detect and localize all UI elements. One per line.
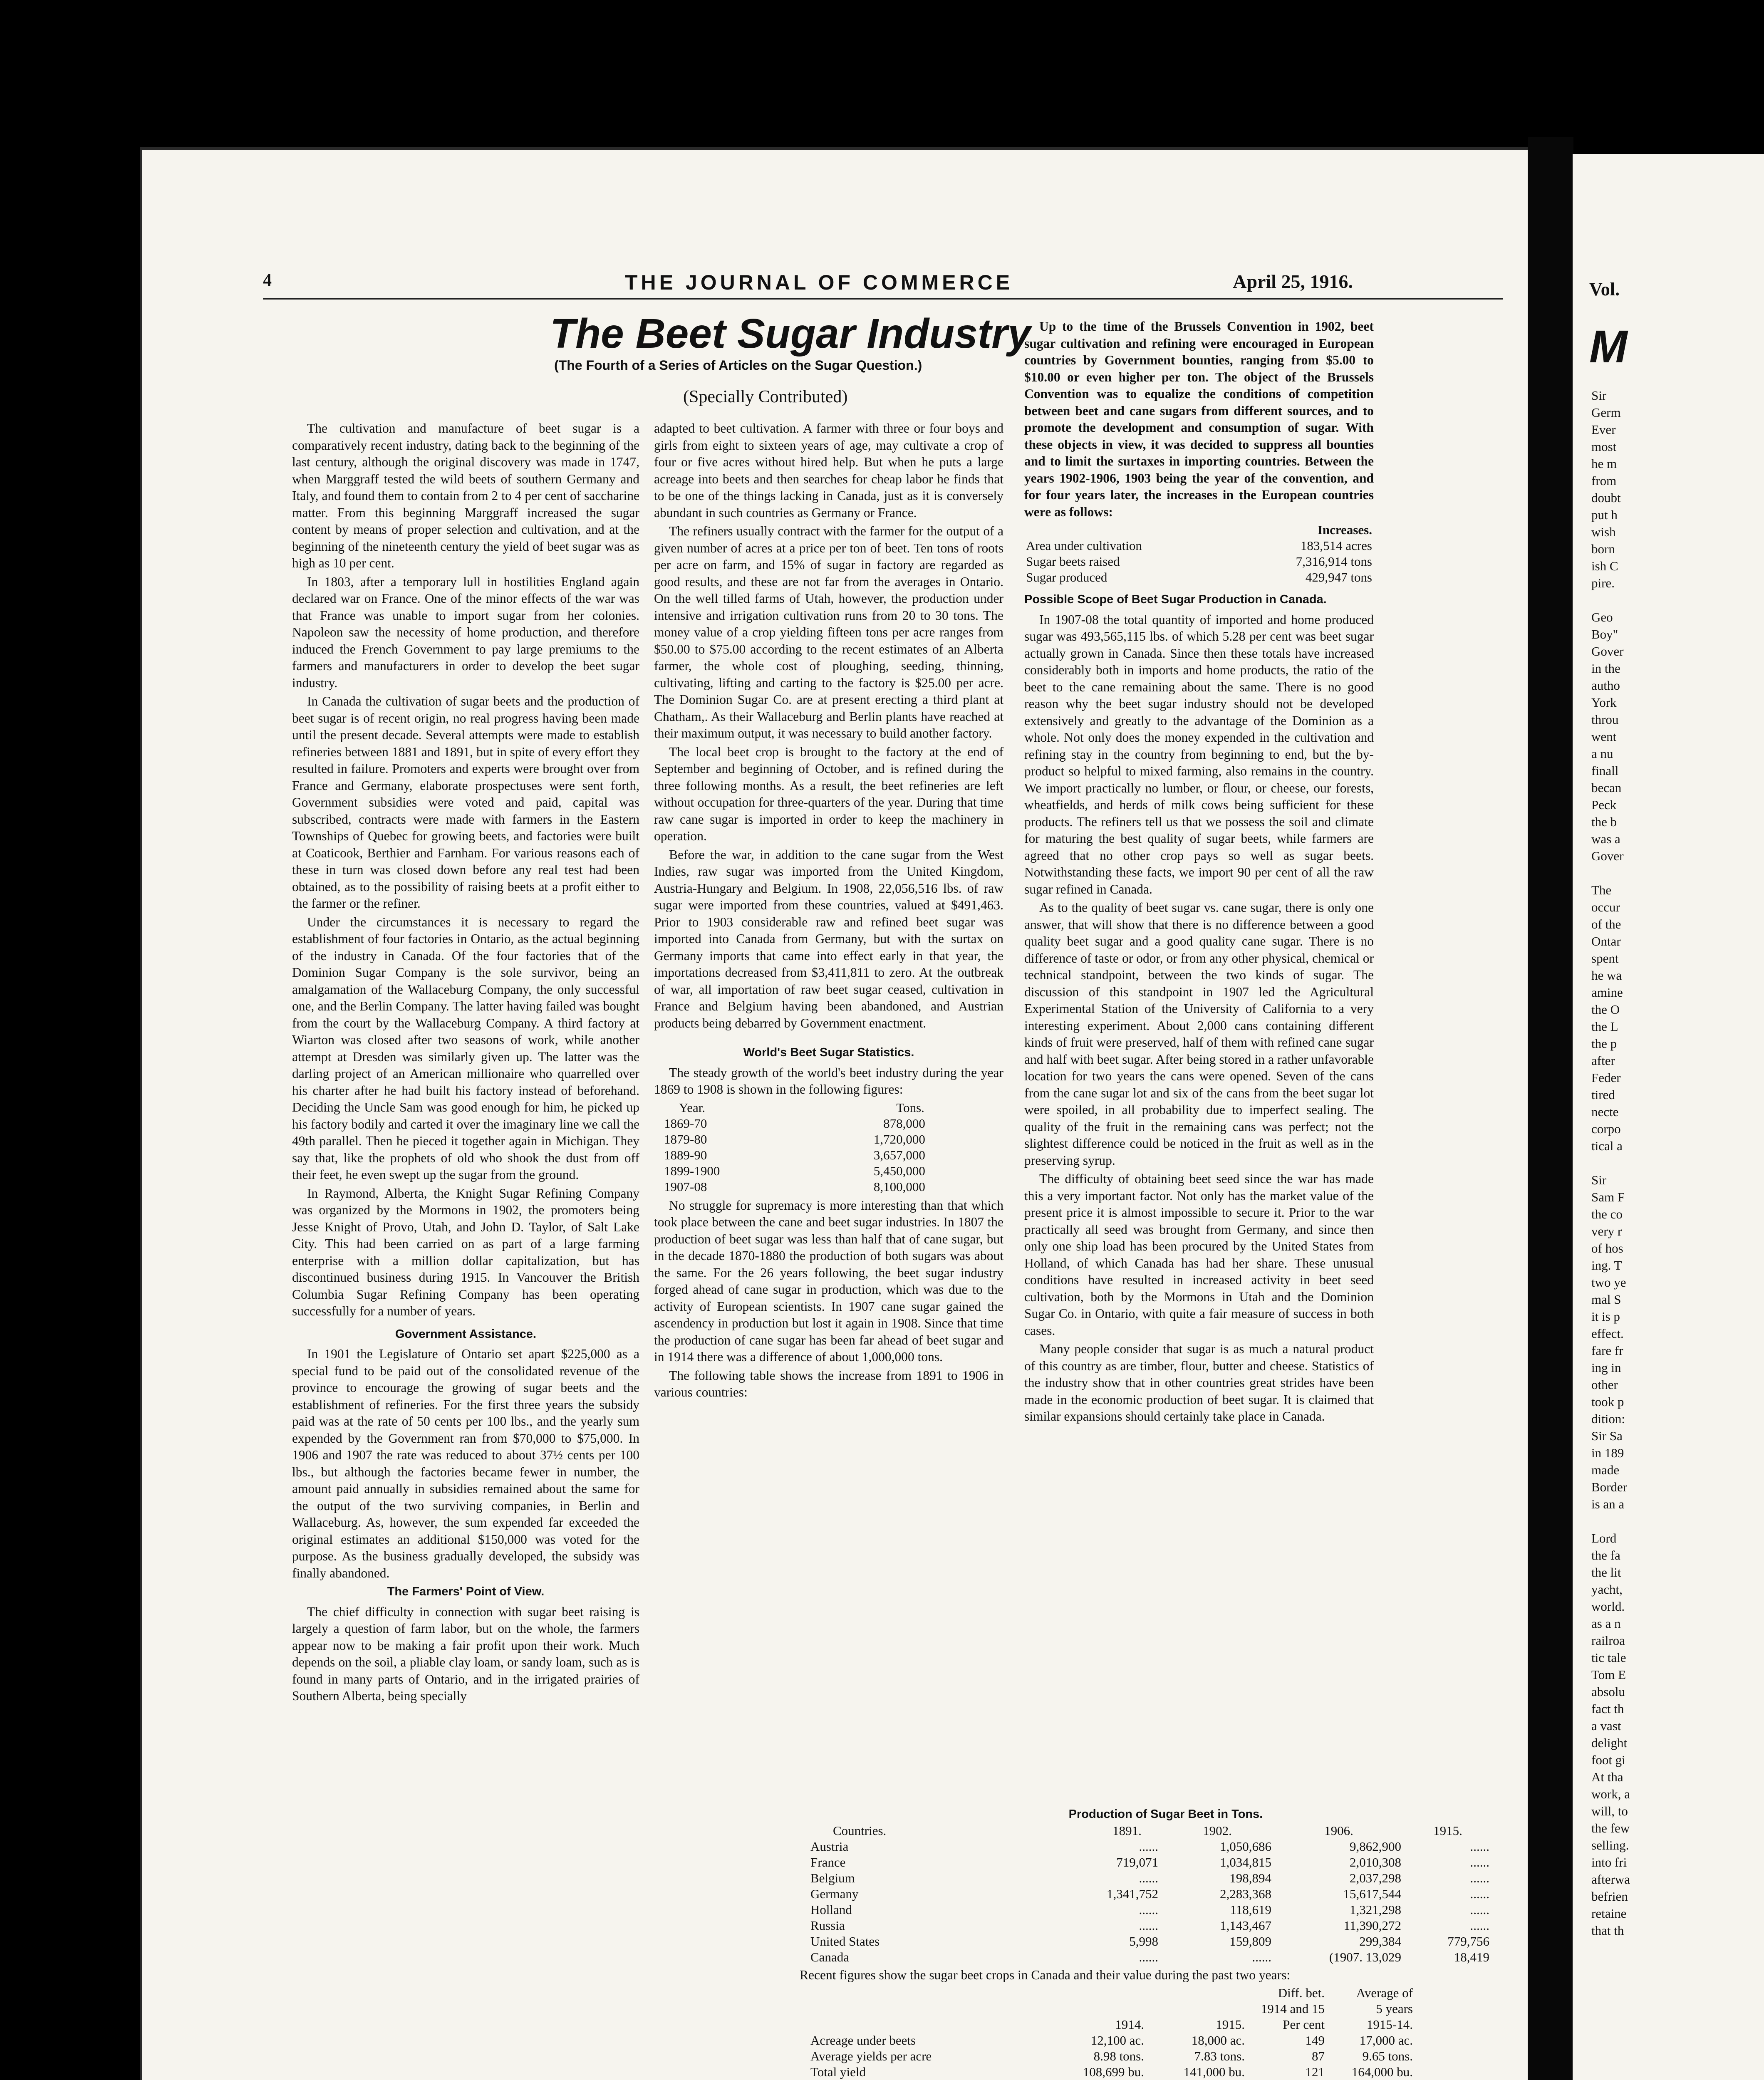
production-table <box>808 1823 1492 1965</box>
table-header-row <box>662 1100 927 1116</box>
table-cell: ...... <box>1470 1855 1489 1870</box>
facing-page-line: the L <box>1591 1019 1618 1034</box>
table-cell: 8,100,000 <box>873 1179 925 1194</box>
facing-page-line: autho <box>1591 678 1620 693</box>
table-row <box>808 1839 1492 1855</box>
facing-page-line: yacht, <box>1591 1582 1623 1597</box>
table-cell: 183,514 acres <box>1300 538 1372 553</box>
facing-page-line: dition: <box>1591 1411 1625 1426</box>
paragraph: In 1901 the Legislature of Ontario set apart $225,000 as a special fund to be paid out of the consolidated revenue of the province to encourage the growing of sugar beets and the establishment of refineries. For the first three years the subsidy paid was at the rate of 50 cents per 100 lbs., and the yearly sum expended by the Government ran from $70,000 to $75,000. In 1906 and 1907 the rate was reduced to about 37½ cents per 100 lbs., but although the factories became fewer in number, the amount paid annually in subsidies remained about the same for the output of the two surviving companies, in Berlin and Wallaceburg. As, however, the sum expended far exceeded the original estimates an additional $150,000 was voted for the purpose. As the business gradually developed, the subsidy was finally abandoned. <box>292 1347 639 1580</box>
table-cell: 1899-1900 <box>664 1163 720 1178</box>
table-cell: 3,657,000 <box>873 1147 925 1162</box>
table-row <box>808 1855 1492 1870</box>
paragraph: As to the quality of beet sugar vs. cane sugar, there is only one answer, that will show that there is no difference between a good quality beet sugar and a good quality cane sugar. There is no difference of taste or odor, or from any other physical, chemical or technical standpoint, between the two kinds of sugar. The discussion of this standpoint in 1907 led the Agricultural Experimental Station of the University of California to a very interesting experiment. About 2,000 cans containing different kinds of fruit were preserved, half of them with refined cane sugar and half with beet sugar. After being stored in a rather unfavorable location for two years the cans were opened. Seven of the cans from the cane sugar lot and six of the cans from the beet sugar lot were spoiled, in all probability due to imperfect sealing. The quality of the fruit in the remaining cans was perfect; not the slightest difference could be noticed in the fruit as well as in the preserving syrup. <box>1024 900 1374 1168</box>
facing-page <box>1573 154 1764 2080</box>
table-cell: 1889-90 <box>664 1147 707 1162</box>
table-row <box>662 1132 927 1147</box>
table-cell: 159,809 <box>1229 1934 1271 1949</box>
production-section <box>800 1808 1532 2080</box>
facing-page-line: took p <box>1591 1394 1624 1409</box>
facing-page-line: ish C <box>1591 559 1618 573</box>
table-cell: ...... <box>1470 1839 1489 1854</box>
facing-page-line: Gover <box>1591 644 1624 659</box>
table-header: 1915. <box>1216 2017 1245 2032</box>
facing-page-line: in the <box>1591 661 1620 676</box>
paragraph: The following table shows the increase from 1891 to 1906 in various countries: <box>654 1368 1003 1399</box>
facing-page-line: the p <box>1591 1036 1617 1051</box>
facing-page-line: ing in <box>1591 1360 1621 1375</box>
table-cell: 5,998 <box>1129 1934 1158 1949</box>
facing-page-line: Border <box>1591 1480 1628 1494</box>
recent-figures-table <box>808 1985 1415 2080</box>
table-cell: Germany <box>810 1887 859 1901</box>
facing-page-line: that th <box>1591 1923 1624 1938</box>
table-cell: ...... <box>1470 1918 1489 1933</box>
recent-figures-intro: Recent figures show the sugar beet crops in Canada and their value during the past two years: <box>800 1968 1291 1982</box>
facing-page-line: railroa <box>1591 1633 1625 1648</box>
table-cell: 17,000 ac. <box>1359 2033 1413 2048</box>
facing-page-line: he m <box>1591 456 1617 471</box>
facing-page-line: befrien <box>1591 1889 1628 1904</box>
table-cell: Acreage under beets <box>810 2033 916 2048</box>
paragraph: Before the war, in addition to the cane sugar from the West Indies, raw sugar was imported from the United Kingdom, Austria-Hungary and Belgium. In 1908, 22,056,516 lbs. of raw sugar were imported from these countries, valued at $491,463. Prior to 1903 considerable raw and refined beet sugar was imported into Canada from Germany, but with the surtax on Germany imports that came into effect early in that year, the importations decreased from $3,411,811 to zero. At the outbreak of war, all importation of raw beet sugar ceased, cultivation in France and Belgium having been abandoned, and Austrian products being debarred by Government enactment. <box>654 847 1003 1030</box>
facing-page-line: a nu <box>1591 746 1613 761</box>
table-cell: ...... <box>1139 1839 1158 1854</box>
table-cell: France <box>810 1855 846 1870</box>
facing-page-line: becan <box>1591 780 1622 795</box>
table-cell: 141,000 bu. <box>1183 2065 1245 2079</box>
facing-page-line: born <box>1591 542 1615 556</box>
issue-date: April 25, 1916. <box>1233 271 1353 292</box>
table-row <box>1024 570 1374 585</box>
table-cell: 1,720,000 <box>873 1132 925 1146</box>
paragraph: In 1907-08 the total quantity of imported and home produced sugar was 493,565,115 lbs. of which 5.28 per cent was beet sugar actually grown in Canada. Since then these totals have increased considerably both in imports and home products, the ratio of the beet to the cane remaining about the same. There is no good reason why the beet sugar industry should not be developed extensively and greatly to the advantage of the Dominion as a whole. Not only does the money expended in the cultivation and refining stay in the country from beginning to end, but the by-product so helpful to mixed farming, also remains in the country. We import practically no lumber, or flour, or cheese, our forests, wheatfields, and herds of milk cows being sufficient for these products. The refiners tell us that we possess the soil and climate for maturing the best quality of sugar beets, while farmers are agreed that no other crop pays so well as sugar beets. Notwithstanding these facts, we import 90 per cent of all the raw sugar refined in Canada. <box>1024 612 1374 896</box>
table-cell: Sugar produced <box>1026 570 1107 584</box>
facing-page-line <box>1591 592 1641 609</box>
header-rule <box>263 298 1503 300</box>
facing-page-line: tical a <box>1591 1139 1623 1153</box>
table-header-row <box>808 2017 1415 2033</box>
table-cell: 12,100 ac. <box>1090 2033 1144 2048</box>
table-row <box>808 1870 1492 1886</box>
facing-page-line: Sam F <box>1591 1190 1625 1204</box>
paragraph: In Canada the cultivation of sugar beets and the production of beet sugar is of recent origin, no real progress having been made until the present decade. Several attempts were made to establish refineries between 1881 and 1891, but in spite of every effort they resulted in failure. Promoters and experts were brought over from France and Germany, elaborate prospectuses were sent forth, Government subsidies were voted and paid, capital was subscribed, contracts were made with farmers in the Eastern Townships of Quebec for growing beets, and factories were built at Coaticook, Berthier and Farnham. For various reasons each of these in turn was closed down before any real test had been obtained, as to the possibility of raising beets at a profit either to the farmer or the refiner. <box>292 694 639 911</box>
table-row <box>808 1949 1492 1965</box>
table-title: Production of Sugar Beet in Tons. <box>1068 1808 1263 1821</box>
table-cell: 164,000 bu. <box>1351 2065 1413 2079</box>
facing-page-line: retaine <box>1591 1906 1627 1921</box>
facing-page-line: very r <box>1591 1224 1622 1238</box>
table-row <box>808 2048 1415 2064</box>
table-cell: 15,617,544 <box>1343 1887 1401 1901</box>
facing-page-line: will, to <box>1591 1804 1628 1818</box>
newspaper-page <box>142 150 1569 2080</box>
table-cell: ...... <box>1139 1950 1158 1964</box>
section-heading: Possible Scope of Beet Sugar Production in Canada. <box>1024 593 1327 606</box>
facing-page-line: put h <box>1591 508 1618 522</box>
facing-page-title-fragment: M <box>1589 321 1628 372</box>
paper-name: THE JOURNAL OF COMMERCE <box>625 271 1013 294</box>
table-cell: Holland <box>810 1902 852 1917</box>
table-cell: Russia <box>810 1918 845 1933</box>
table-cell: 8.98 tons. <box>1093 2049 1144 2063</box>
facing-page-line: other <box>1591 1377 1618 1392</box>
facing-page-line: fare fr <box>1591 1343 1623 1358</box>
table-row <box>1024 538 1374 554</box>
facing-page-line: made <box>1591 1463 1620 1477</box>
facing-page-line: tic tale <box>1591 1650 1626 1665</box>
paragraph: The steady growth of the world's beet industry during the year 1869 to 1908 is shown in the following figures: <box>654 1065 1003 1097</box>
table-cell: 1,034,815 <box>1220 1855 1271 1870</box>
book-spine <box>1528 137 1573 2080</box>
table-header: Tons. <box>896 1100 924 1115</box>
table-cell: ...... <box>1470 1887 1489 1901</box>
paragraph: No struggle for supremacy is more interesting than that which took place between the cane and beet sugar industries. In 1807 the production of beet sugar was less than half that of cane sugar, but in the decade 1870-1880 the production of both sugars was about the same. For the 26 years following, the beet sugar industry forged ahead of cane sugar in production, which was due to the activity of European scientists. In 1907 cane sugar gained the ascendency in production but lost it again in 1908. Since that time the production of cane sugar has been far ahead of beet sugar and in 1914 there was a difference of about 1,000,000 tons. <box>654 1198 1003 1364</box>
facing-page-line <box>1591 864 1641 882</box>
table-row <box>808 2033 1415 2048</box>
table-cell: 1,050,686 <box>1220 1839 1271 1854</box>
table-cell: 1879-80 <box>664 1132 707 1146</box>
section-heading: World's Beet Sugar Statistics. <box>743 1046 914 1059</box>
table-cell: 1907-08 <box>664 1179 707 1194</box>
table-cell: 2,010,308 <box>1350 1855 1401 1870</box>
article-title: The Beet Sugar Industry <box>550 310 1031 357</box>
facing-page-line: Geo <box>1591 610 1613 624</box>
facing-page-line: most <box>1591 439 1617 454</box>
facing-page-line: At tha <box>1591 1770 1623 1784</box>
facing-page-line: Ontar <box>1591 934 1621 948</box>
table-cell: 429,947 tons <box>1305 570 1372 584</box>
facing-page-line: amine <box>1591 985 1623 1000</box>
facing-page-line: two ye <box>1591 1275 1626 1290</box>
facing-page-text <box>1591 387 1641 1939</box>
table-header: 1914 and 15 <box>1261 2001 1325 2016</box>
table-header: Countries. <box>833 1823 887 1838</box>
table-cell: ...... <box>1139 1918 1158 1933</box>
table-cell: 7,316,914 tons <box>1296 554 1372 569</box>
paragraph: In Raymond, Alberta, the Knight Sugar Refining Company was organized by the Mormons in 1902, the promoters being Jesse Knight of Provo, Utah, and John D. Taylor, of Salt Lake City. This had been carried on as part of a large farming enterprise with a million dollar capitalization, but has discontinued business during 1915. In Vancouver the British Columbia Sugar Refining Company has been operating successfully for a number of years. <box>292 1186 639 1318</box>
table-header: Increases. <box>1317 522 1372 537</box>
table-cell: Canada <box>810 1950 849 1964</box>
facing-page-line: work, a <box>1591 1787 1630 1801</box>
table-cell: Average yields per acre <box>810 2049 932 2063</box>
table-header-row <box>808 2001 1415 2017</box>
table-cell: 87 <box>1312 2049 1325 2063</box>
table-cell: Belgium <box>810 1871 855 1885</box>
facing-page-line: the few <box>1591 1821 1630 1835</box>
table-cell: Area under cultivation <box>1026 538 1142 553</box>
table-header-row <box>808 1985 1415 2001</box>
facing-page-line: necte <box>1591 1104 1619 1119</box>
facing-page-line <box>1591 1154 1641 1171</box>
paragraph: The difficulty of obtaining beet seed since the war has made this a very important factor. Not only has the market value of the present price it is almost impossible to secure it. Prior to the war practically all seed was brought from Germany, and since then only one ship load has been procured by the United States from Holland, of which Canada has had her share. These unusual conditions have resulted in increased activity in beet seed cultivation, both by the Mormons in Utah and the Dominion Sugar Co. in Ontario, with quite a fair measure of success in both cases. <box>1024 1171 1374 1338</box>
table-cell: (1907. 13,029 <box>1329 1950 1401 1964</box>
facing-page-line: Germ <box>1591 405 1621 420</box>
table-header: 1915-14. <box>1366 2017 1413 2032</box>
facing-page-line: Sir <box>1591 1173 1607 1187</box>
paragraph: The chief difficulty in connection with sugar beet raising is largely a question of farm labor, but on the whole, the farmers appear now to be making a fair profit upon their work. Much depends on the soil, a pliable clay loam, or sandy loam, such as is found in many parts of Ontario, and in the irrigated prairies of Southern Alberta, being specially <box>292 1604 639 1703</box>
table-header-row <box>1024 522 1374 538</box>
facing-page-line: Boy" <box>1591 627 1618 641</box>
paragraph: Up to the time of the Brussels Convention in 1902, beet sugar cultivation and refining were encouraged in European countries by Government bounties, ranging from $5.00 to $10.00 or even higher per ton. The object of the Brussels Convention was to equalize the conditions of competition between beet and cane sugars from different sources, and to promote the development and consumption of sugar. With these objects in view, it was decided to suppress all bounties and to limit the surtaxes in importing countries. Between the years 1902-1906, 1903 being the year of the convention, and for four years later, the increases in the European countries were as follows: <box>1024 319 1374 519</box>
facing-page-line: occur <box>1591 900 1620 914</box>
facing-page-line: Feder <box>1591 1070 1621 1085</box>
table-cell: 878,000 <box>883 1116 925 1131</box>
facing-page-line: corpo <box>1591 1122 1621 1136</box>
facing-page-line: tired <box>1591 1087 1615 1102</box>
table-cell: 5,450,000 <box>873 1163 925 1178</box>
table-row <box>1024 554 1374 570</box>
table-header: Diff. bet. <box>1278 1986 1325 2000</box>
table-header: Average of <box>1356 1986 1413 2000</box>
facing-page-line: went <box>1591 729 1617 744</box>
facing-page-line <box>1591 1513 1641 1530</box>
table-cell: 121 <box>1305 2065 1325 2079</box>
table-cell: ...... <box>1139 1871 1158 1885</box>
facing-page-line: Ever <box>1591 422 1616 437</box>
table-header: 1906. <box>1324 1823 1353 1838</box>
facing-page-line: Tom E <box>1591 1667 1626 1682</box>
facing-page-line: from <box>1591 473 1617 488</box>
facing-page-line: he wa <box>1591 968 1622 983</box>
facing-page-line: fact th <box>1591 1701 1624 1716</box>
facing-page-line: throu <box>1591 712 1619 727</box>
table-cell: 149 <box>1305 2033 1325 2048</box>
facing-page-line: Lord <box>1591 1531 1617 1545</box>
column-3 <box>1024 318 1374 1427</box>
table-cell: 18,000 ac. <box>1191 2033 1245 2048</box>
facing-page-line: the lit <box>1591 1565 1621 1580</box>
facing-page-vol: Vol. <box>1589 279 1620 300</box>
facing-page-line: was a <box>1591 832 1620 846</box>
table-cell: Austria <box>810 1839 849 1854</box>
facing-page-line: the b <box>1591 815 1617 829</box>
table-cell: 11,390,272 <box>1343 1918 1401 1933</box>
world-stats-table <box>662 1100 927 1195</box>
paragraph: The cultivation and manufacture of beet sugar is a comparatively recent industry, dating back to the beginning of the last century, although the original discovery was made in 1747, when Marggraff tested the wild beets of southern Germany and Italy, and found them to contain from 2 to 4 per cent of saccharine matter. From this beginning Marggraff increased the sugar content by means of proper selection and cultivation, and at the beginning of the nineteenth century the yield of beet sugar was as high as 10 per cent. <box>292 421 639 570</box>
table-cell: Sugar beets raised <box>1026 554 1120 569</box>
table-cell: 9.65 tons. <box>1362 2049 1413 2063</box>
facing-page-line: of hos <box>1591 1241 1623 1255</box>
facing-page-line: the O <box>1591 1002 1620 1017</box>
page-header <box>142 270 1569 300</box>
paragraph: Many people consider that sugar is as much a natural product of this country as are timber, flour, butter and cheese. Statistics of the industry show that in other countries great strides have been made in the economic production of beet sugar. It is claimed that similar expansions should certainly take place in Canada. <box>1024 1342 1374 1424</box>
table-cell: 2,037,298 <box>1350 1871 1401 1885</box>
table-header: 5 years <box>1376 2001 1413 2016</box>
table-cell: 2,283,368 <box>1220 1887 1271 1901</box>
table-header: Year. <box>679 1100 706 1115</box>
table-cell: 1,321,298 <box>1350 1902 1401 1917</box>
table-cell: 7.83 tons. <box>1194 2049 1245 2063</box>
facing-page-line: foot gi <box>1591 1753 1625 1767</box>
table-cell: United States <box>810 1934 880 1949</box>
table-cell: 118,619 <box>1230 1902 1271 1917</box>
table-cell: 1,341,752 <box>1107 1887 1158 1901</box>
table-cell: 1869-70 <box>664 1116 707 1131</box>
page-number: 4 <box>263 271 272 290</box>
table-cell: 1,143,467 <box>1220 1918 1271 1933</box>
article-subtitle: (The Fourth of a Series of Articles on the Sugar Question.) <box>554 358 922 373</box>
column-1 <box>292 420 639 1706</box>
section-heading: The Farmers' Point of View. <box>387 1585 545 1598</box>
increases-table <box>1024 522 1374 585</box>
facing-page-line: Sir <box>1591 388 1607 403</box>
facing-page-line: ing. T <box>1591 1258 1622 1273</box>
paragraph: The refiners usually contract with the farmer for the output of a given number of acres at a price per ton of beet. Ten tons of roots per acre on farm, and 15% of sugar in factory are regarded as good results, and these are not far from the averages in Ontario. On the well tilled farms of Utah, however, the production under intensive and irrigation cultivation runs from 20 to 30 tons. The money value of a crop yielding fifteen tons per acre ranges from $50.00 to $75.00 according to the recent estimates of an Alberta farmer, the whole cost of ploughing, seeding, thinning, cultivating, lifting and carting to the factory is $25.00 per acre. The Dominion Sugar Co. are at present erecting a third plant at Chatham,. As their Wallaceburg and Berlin plants have reached at their maximum output, it was necessary to build another factory. <box>654 524 1003 740</box>
table-header: 1891. <box>1112 1823 1142 1838</box>
article-byline: (Specially Contributed) <box>683 387 848 406</box>
facing-page-line: absolu <box>1591 1684 1625 1699</box>
paragraph: Under the circumstances it is necessary to regard the establishment of four factories in Ontario, as the actual beginning of the industry in Canada. Of the four factories that of the Dominion Sugar Company is the sole survivor, being an amalgamation of the Wallaceburg Company, the only successful one, and the Berlin Company. The latter having failed was bought from the court by the Wallaceburg Company. A third factory at Wiarton was closed after two seasons of work, while another attempt at Dresden was similarly given up. The latter was the darling project of an American millionaire who quarrelled over his charter after he had built his factory instead of beforehand. Deciding the Uncle Sam was good enough for him, he picked up his factory bodily and carted it over the imaginary line we call the 49th parallel. Then he pieced it together again in Michigan. They say that, like the prophets of old who shook the dust from off their feet, he even swept up the sugar from the ground. <box>292 914 639 1182</box>
facing-page-line: Gover <box>1591 849 1624 863</box>
facing-page-line: the co <box>1591 1207 1623 1221</box>
table-row <box>808 1886 1492 1902</box>
table-header: 1914. <box>1115 2017 1144 2032</box>
table-header: Per cent <box>1283 2017 1325 2032</box>
facing-page-line: spent <box>1591 951 1619 966</box>
facing-page-line: after <box>1591 1053 1615 1068</box>
table-row <box>662 1116 927 1132</box>
facing-page-line: mal S <box>1591 1292 1621 1307</box>
table-cell: ...... <box>1252 1950 1271 1964</box>
facing-page-line: afterwa <box>1591 1872 1630 1887</box>
table-row <box>662 1179 927 1195</box>
facing-page-line: finall <box>1591 763 1619 778</box>
table-cell: 9,862,900 <box>1350 1839 1401 1854</box>
facing-page-line: world. <box>1591 1599 1625 1614</box>
facing-page-line: effect. <box>1591 1326 1624 1341</box>
table-header: 1915. <box>1433 1823 1462 1838</box>
facing-page-line: into fri <box>1591 1855 1627 1870</box>
table-cell: ...... <box>1470 1902 1489 1917</box>
paragraph: adapted to beet cultivation. A farmer with three or four boys and girls from eight to sixteen years of age, may cultivate a crop of four or five acres without hired help. But when he puts a large acreage into beets and then searches for cheap labor he finds that to be one of the things lacking in Canada, just as it is conversely abundant in such countries as Germany or France. <box>654 421 1003 520</box>
facing-page-line: it is p <box>1591 1309 1620 1324</box>
table-header: 1902. <box>1203 1823 1232 1838</box>
table-row <box>808 2064 1415 2080</box>
table-cell: 198,894 <box>1229 1871 1271 1885</box>
table-cell: Total yield <box>810 2065 866 2079</box>
table-cell: 18,419 <box>1454 1950 1489 1964</box>
facing-page-line: selling. <box>1591 1838 1629 1852</box>
facing-page-line: a vast <box>1591 1718 1621 1733</box>
column-2 <box>654 420 1003 1403</box>
table-cell: ...... <box>1470 1871 1489 1885</box>
table-cell: 299,384 <box>1359 1934 1401 1949</box>
table-row <box>662 1163 927 1179</box>
facing-page-line: delight <box>1591 1736 1628 1750</box>
facing-page-line: The <box>1591 883 1612 897</box>
facing-page-line: York <box>1591 695 1617 710</box>
facing-page-line: in 189 <box>1591 1446 1624 1460</box>
facing-page-line: wish <box>1591 525 1616 539</box>
table-cell: ...... <box>1139 1902 1158 1917</box>
facing-page-line: Sir Sa <box>1591 1429 1623 1443</box>
table-row <box>662 1147 927 1163</box>
table-row <box>808 1902 1492 1918</box>
facing-page-line: pire. <box>1591 576 1615 590</box>
table-cell: 719,071 <box>1116 1855 1158 1870</box>
table-cell: 779,756 <box>1447 1934 1489 1949</box>
table-cell: 108,699 bu. <box>1083 2065 1144 2079</box>
facing-page-line: of the <box>1591 917 1621 931</box>
facing-page-line: doubt <box>1591 490 1621 505</box>
table-row <box>808 1934 1492 1949</box>
section-heading: Government Assistance. <box>395 1327 536 1341</box>
facing-page-line: is an a <box>1591 1497 1625 1511</box>
table-header-row <box>808 1823 1492 1839</box>
facing-page-line: as a n <box>1591 1616 1621 1631</box>
table-row <box>808 1918 1492 1934</box>
paragraph: The local beet crop is brought to the factory at the end of September and beginning of October, and is refined during the three following months. As a result, the beet refineries are left without occupation for three-quarters of the year. During that time raw cane sugar is imported in order to keep the machinery in operation. <box>654 744 1003 843</box>
paragraph: In 1803, after a temporary lull in hostilities England again declared war on France. One of the minor effects of the war was that France was unable to import sugar from her colonies. Napoleon saw the necessity of home production, and therefore induced the French Government to pay large premiums to the farmers and manufacturers in order to develop the beet sugar industry. <box>292 574 639 690</box>
facing-page-line: Peck <box>1591 797 1617 812</box>
facing-page-line: the fa <box>1591 1548 1620 1562</box>
